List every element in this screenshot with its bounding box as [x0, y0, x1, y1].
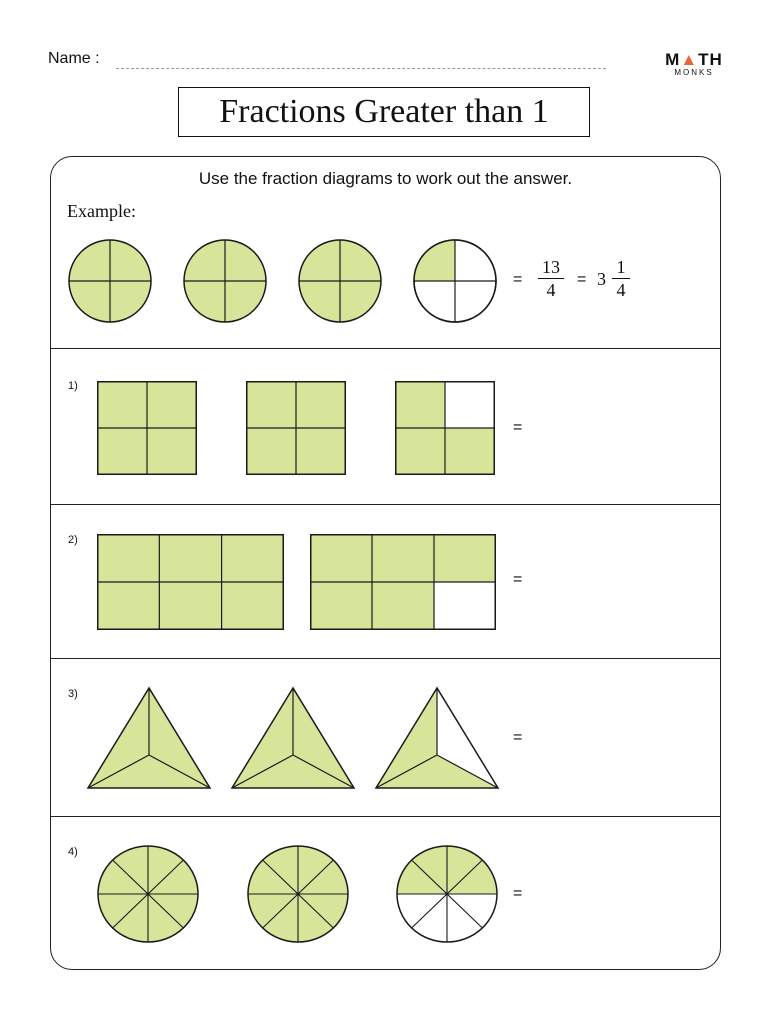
q3-triangle-2: [231, 687, 355, 789]
instruction-text: Use the fraction diagrams to work out the answer.: [198, 169, 573, 188]
name-input-line[interactable]: [116, 68, 606, 69]
question-number-3: 3): [68, 688, 78, 700]
example-circle-4: [413, 239, 497, 323]
question-number-4: 4): [68, 846, 78, 858]
section-divider: [51, 816, 720, 817]
q3-triangle-3: [375, 687, 499, 789]
question-number-1: 1): [68, 380, 78, 392]
q2-rectangle-1: [97, 534, 284, 630]
improper-denominator: 4: [546, 280, 556, 300]
q2-equals: =: [513, 571, 523, 588]
section-divider: [51, 658, 720, 659]
q2-rectangle-2: [310, 534, 496, 630]
math-monks-logo: [662, 50, 726, 77]
q1-square-1: [97, 381, 197, 475]
section-divider: [51, 504, 720, 505]
example-circle-2: [183, 239, 267, 323]
example-equals-2: =: [577, 271, 587, 288]
example-circle-1: [68, 239, 152, 323]
question-number-2: 2): [68, 534, 78, 546]
improper-numerator: 13: [542, 257, 560, 277]
section-divider: [51, 348, 720, 349]
mixed-numerator: 1: [616, 257, 626, 277]
q1-equals: =: [513, 419, 523, 436]
q4-equals: =: [513, 885, 523, 902]
q3-triangle-1: [87, 687, 211, 789]
q4-circle-2: [247, 845, 349, 943]
mixed-denominator: 4: [616, 280, 626, 300]
logo-subtitle: MONKS: [674, 68, 714, 77]
worksheet-panel: [50, 156, 721, 970]
q4-circle-1: [97, 845, 199, 943]
mixed-whole: 3: [597, 269, 606, 289]
q3-equals: =: [513, 729, 523, 746]
name-label: Name :: [48, 50, 100, 67]
example-circle-3: [298, 239, 382, 323]
q1-square-2: [246, 381, 346, 475]
page-title: Fractions Greater than 1: [178, 87, 590, 137]
example-mixed-fraction: [609, 257, 633, 300]
example-improper-fraction: [535, 257, 567, 300]
logo-wordmark: M▲TH: [665, 50, 723, 69]
q1-square-3: [395, 381, 495, 475]
q4-circle-3: [396, 845, 498, 943]
example-equals-1: =: [513, 271, 523, 288]
example-label: Example:: [67, 201, 136, 221]
